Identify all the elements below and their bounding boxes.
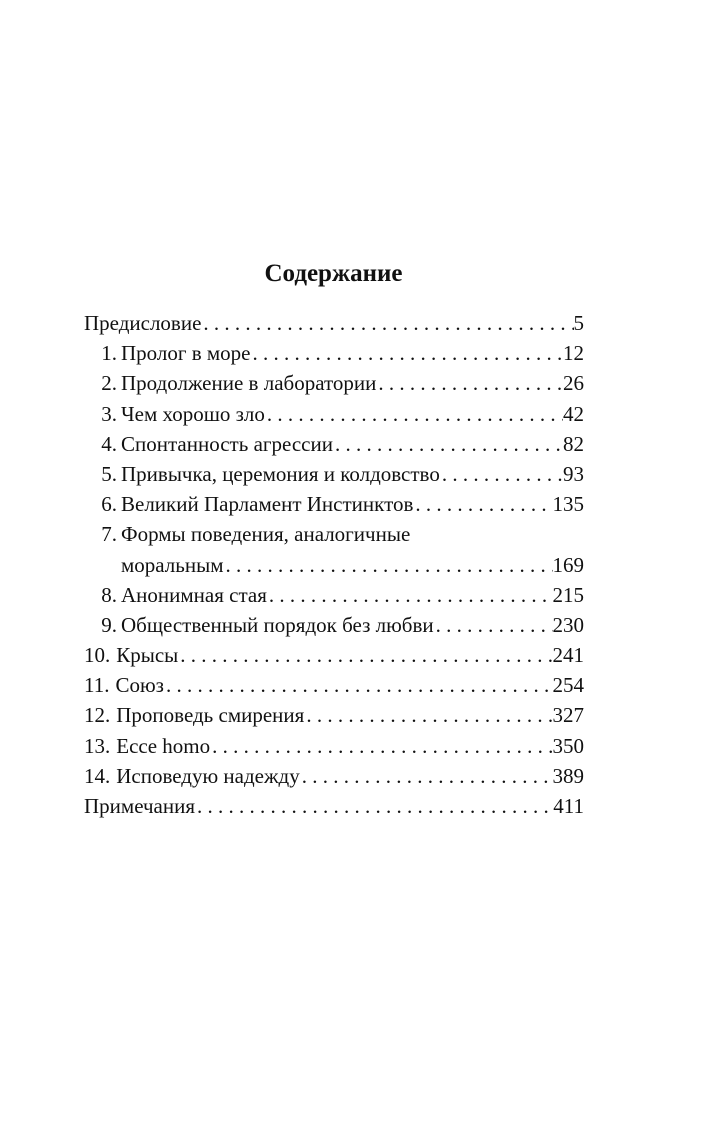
toc-entry-page: 327 bbox=[552, 703, 584, 728]
toc-entry-label: Общественный порядок без любви bbox=[121, 612, 434, 637]
toc-entry-page: 12 bbox=[563, 341, 584, 366]
leader-dots bbox=[195, 791, 553, 821]
toc-entry-label: Формы поведения, аналогичные bbox=[121, 522, 411, 547]
toc-entry-number: 1. bbox=[101, 341, 117, 366]
toc-entry-page: 389 bbox=[552, 763, 584, 788]
toc-entry-page: 254 bbox=[552, 673, 584, 698]
toc-entry-1 bbox=[84, 338, 584, 368]
toc-entry-3 bbox=[84, 399, 584, 429]
toc-entry-page: 230 bbox=[552, 612, 584, 637]
toc-entry-page: 26 bbox=[563, 371, 584, 396]
toc-entry-number: 10. bbox=[84, 643, 111, 668]
toc-entry-number: 4. bbox=[101, 431, 117, 456]
toc-entry-number: 13. bbox=[84, 733, 111, 758]
toc-entry-9 bbox=[84, 610, 584, 640]
toc-entry-number: 7. bbox=[101, 522, 117, 547]
toc-entry-label: Чем хорошо зло bbox=[121, 401, 265, 426]
toc-entry-label: Привычка, церемония и колдовство bbox=[121, 461, 440, 486]
toc-entry-14 bbox=[84, 761, 584, 791]
toc-entry-5 bbox=[84, 459, 584, 489]
toc-entry-page: 169 bbox=[552, 552, 584, 577]
toc-entry-label: Великий Парламент Инстинктов bbox=[121, 492, 414, 517]
toc-entry-number: 14. bbox=[84, 763, 111, 788]
toc-entry-label: Ecce homo bbox=[116, 733, 211, 758]
table-of-contents bbox=[84, 308, 584, 821]
toc-entry-11 bbox=[84, 670, 584, 700]
toc-entry-number: 2. bbox=[101, 371, 117, 396]
leader-dots bbox=[300, 761, 553, 791]
leader-dots bbox=[376, 368, 563, 398]
toc-entry-preface bbox=[84, 308, 584, 338]
leader-dots bbox=[304, 700, 552, 730]
leader-dots bbox=[413, 489, 552, 519]
leader-dots bbox=[178, 640, 552, 670]
toc-entry-page: 350 bbox=[552, 733, 584, 758]
toc-entry-10 bbox=[84, 640, 584, 670]
toc-entry-2 bbox=[84, 368, 584, 398]
toc-entry-number: 8. bbox=[101, 582, 117, 607]
toc-entry-13 bbox=[84, 731, 584, 761]
toc-entry-page: 82 bbox=[563, 431, 584, 456]
toc-entry-number: 5. bbox=[101, 461, 117, 486]
toc-entry-number: 6. bbox=[101, 492, 117, 517]
toc-entry-6 bbox=[84, 489, 584, 519]
toc-entry-label: Проповедь смирения bbox=[116, 703, 305, 728]
toc-entry-label: Примечания bbox=[84, 794, 196, 818]
toc-entry-number: 3. bbox=[101, 401, 117, 426]
leader-dots bbox=[201, 308, 573, 338]
toc-entry-notes bbox=[84, 791, 584, 821]
leader-dots bbox=[224, 550, 553, 580]
toc-entry-label-continuation: моральным bbox=[121, 552, 224, 577]
toc-entry-7-continuation bbox=[84, 550, 584, 580]
leader-dots bbox=[164, 670, 553, 700]
toc-entry-label: Союз bbox=[115, 673, 164, 698]
toc-entry-4 bbox=[84, 429, 584, 459]
leader-dots bbox=[251, 338, 563, 368]
toc-entry-page: 93 bbox=[563, 461, 584, 486]
toc-entry-number: 11. bbox=[84, 673, 110, 698]
leader-dots bbox=[267, 580, 553, 610]
page-title: Содержание bbox=[264, 260, 403, 287]
toc-entry-8 bbox=[84, 580, 584, 610]
toc-entry-12 bbox=[84, 700, 584, 730]
toc-entry-label: Предисловие bbox=[84, 311, 202, 335]
toc-entry-number: 12. bbox=[84, 703, 111, 728]
toc-entry-label: Продолжение в лаборатории bbox=[121, 371, 377, 396]
leader-dots bbox=[440, 459, 563, 489]
toc-entry-page: 135 bbox=[552, 492, 584, 517]
leader-dots bbox=[265, 399, 563, 429]
leader-dots bbox=[210, 731, 552, 761]
toc-entry-page: 215 bbox=[552, 582, 584, 607]
toc-entry-label: Исповедую надежду bbox=[116, 763, 300, 788]
toc-entry-page: 5 bbox=[573, 311, 584, 335]
toc-entry-page: 411 bbox=[553, 794, 584, 818]
toc-entry-label: Спонтанность агрессии bbox=[121, 431, 333, 456]
toc-entry-label: Анонимная стая bbox=[121, 582, 267, 607]
toc-entry-page: 241 bbox=[552, 643, 584, 668]
toc-entry-page: 42 bbox=[563, 401, 584, 426]
leader-dots bbox=[333, 429, 563, 459]
toc-entry-number: 9. bbox=[101, 612, 117, 637]
toc-entry-label: Пролог в море bbox=[121, 341, 251, 366]
leader-dots bbox=[434, 610, 553, 640]
toc-entry-7 bbox=[84, 519, 584, 549]
toc-entry-label: Крысы bbox=[116, 643, 179, 668]
